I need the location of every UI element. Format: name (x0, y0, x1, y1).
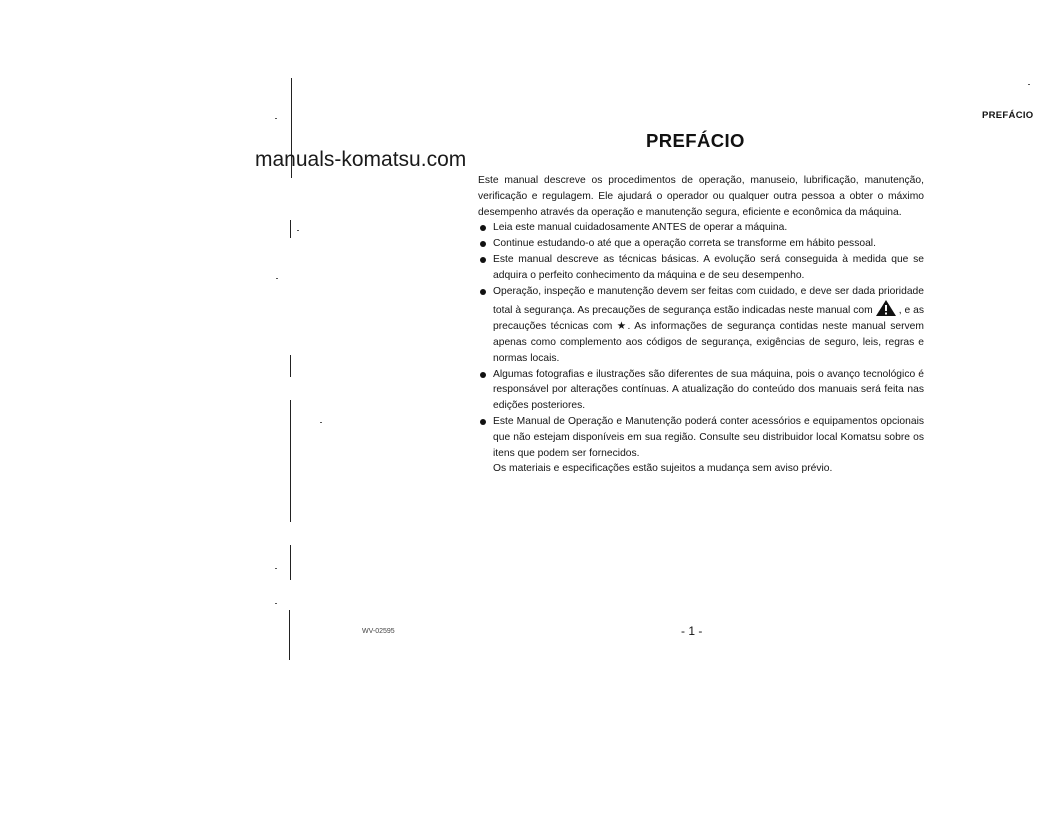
document-code: WV-02595 (362, 628, 395, 635)
preface-body (478, 173, 924, 477)
watermark: manuals-komatsu.com (255, 148, 467, 171)
page-title: PREFÁCIO (646, 130, 745, 151)
scan-speck (1028, 84, 1030, 85)
preface-bullet-list (478, 220, 924, 461)
scan-speck (276, 278, 278, 279)
warning-triangle-icon (875, 299, 897, 317)
binding-edge-line (290, 220, 291, 238)
bullet-item (478, 284, 924, 367)
binding-edge-line (290, 355, 291, 377)
scan-speck (275, 118, 277, 119)
bullet-item: Este Manual de Operação e Manutenção poderá conter acessórios e equipamentos opcionais que não estejam disponíveis em sua região. Consulte seu distribuidor local Komatsu sobre os itens que podem ser fornecidos. (478, 414, 924, 461)
bullet-item: Continue estudando-o até que a operação correta se transforme em hábito pessoal. (478, 236, 924, 252)
binding-edge-line (290, 545, 291, 580)
binding-edge-line (289, 610, 290, 660)
bullet-item: Leia este manual cuidadosamente ANTES de operar a máquina. (478, 220, 924, 236)
bullet-text: , e as precauções técnicas com ★. As informações de segurança contidas neste manual servem apenas como complemento aos códigos de segurança, exigências de seguro, leis, regras e normas locais. (493, 305, 925, 364)
bullet-item: Este manual descreve as técnicas básicas. A evolução será conseguida à medida que se adquira o perfeito conhecimento da máquina e de seu desempenho. (478, 252, 924, 284)
scan-speck (297, 230, 299, 231)
bullet-item: Algumas fotografias e ilustrações são diferentes de sua máquina, pois o avanço tecnológico é responsável por alterações contínuas. A atualização do conteúdo dos manuais será feita nas edições posteriores. (478, 367, 924, 414)
bullet-text: Operação, inspeção e manutenção devem ser feitas com cuidado, e deve ser dada prioridade total à segurança. As precauções de segurança estão indicadas neste manual com (493, 285, 924, 317)
closing-note: Os materiais e especificações estão sujeitos a mudança sem aviso prévio. (493, 463, 833, 475)
running-header: PREFÁCIO (982, 110, 1034, 121)
page-number: - 1 - (681, 624, 703, 638)
scan-speck (320, 422, 322, 423)
scan-speck (275, 603, 277, 604)
scan-speck (275, 568, 277, 569)
intro-paragraph: Este manual descreve os procedimentos de operação, manuseio, lubrificação, manutenção, verificação e regulagem. Ele ajudará o operador ou qualquer outra pessoa a obter o máximo desempenho através da operação e manutenção segura, eficiente e econômica da máquina. (478, 175, 924, 218)
binding-edge-line (290, 400, 291, 522)
